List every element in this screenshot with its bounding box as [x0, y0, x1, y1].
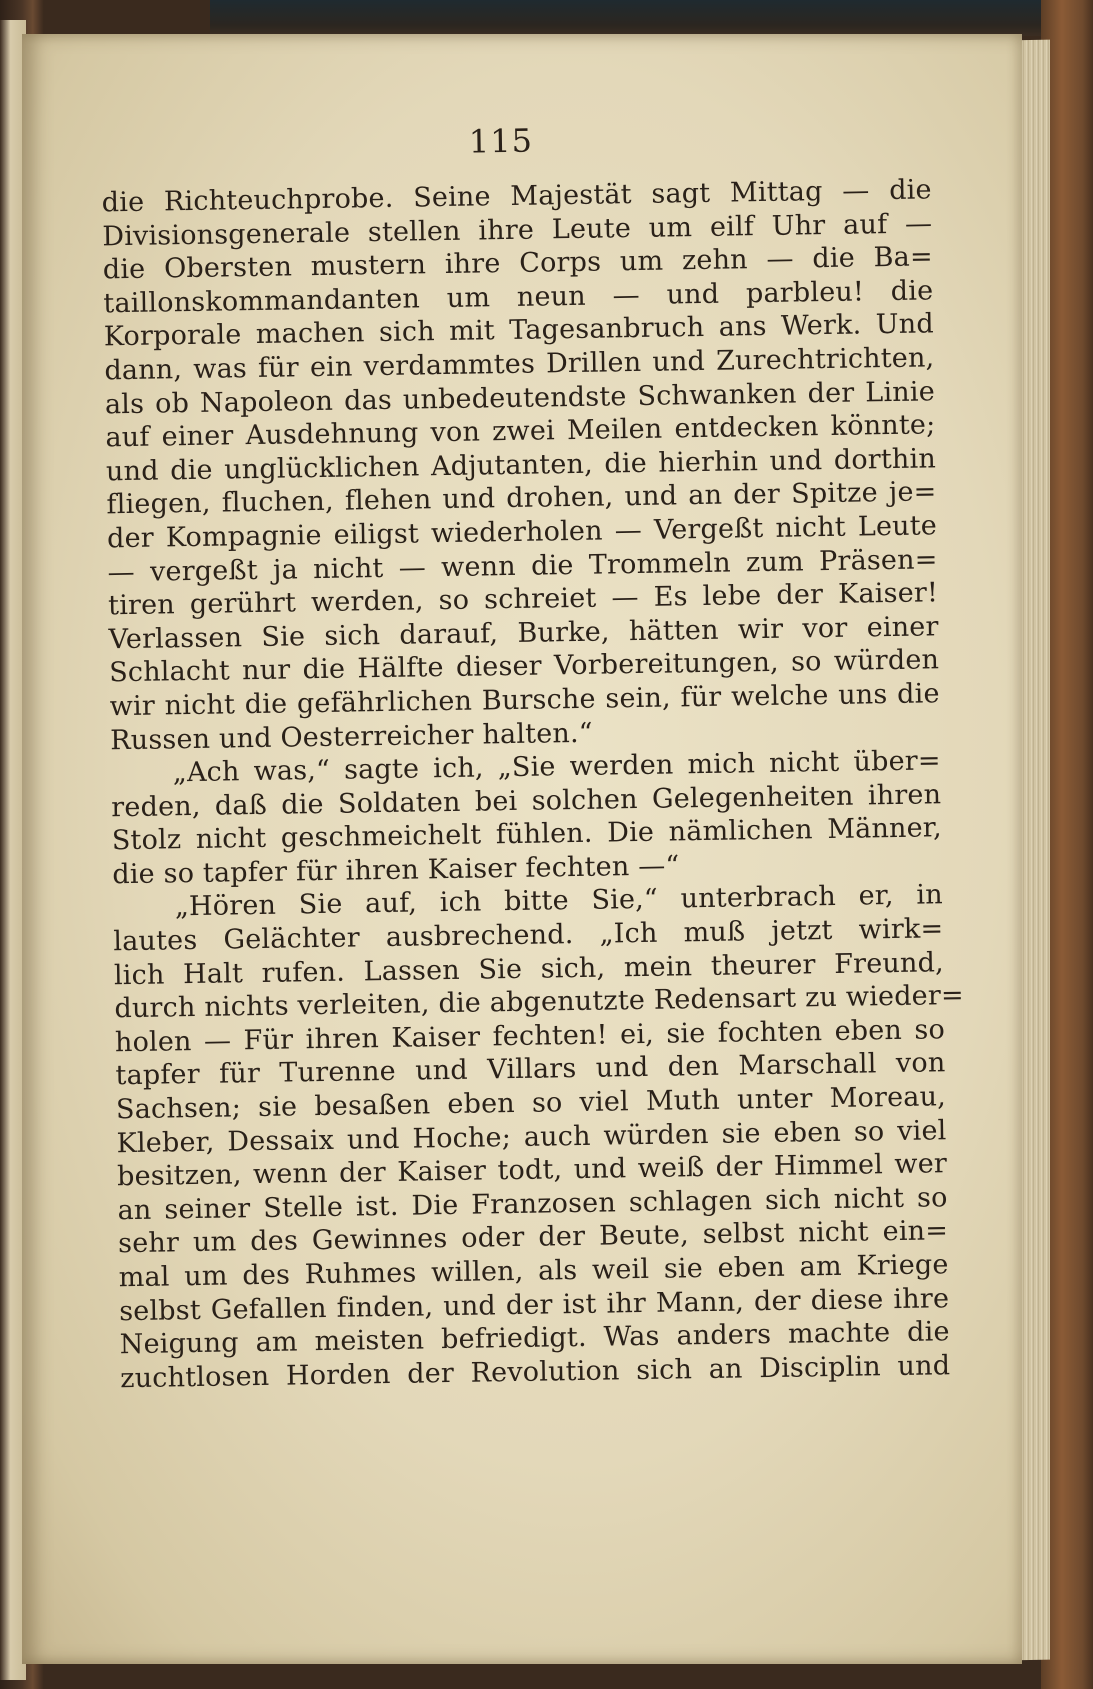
text-line: die Obersten mustern ihre Corps um zehn — die Ba=	[102, 241, 933, 286]
text-line: lich Halt rufen. Lassen Sie sich, mein theurer Freund,	[113, 946, 945, 991]
text-line: Korporale machen sich mit Tagesanbruch ans Werk. Und	[103, 308, 935, 353]
text-line: besitzen, wenn der Kaiser todt, und weiß der Himmel wer	[116, 1148, 948, 1193]
text-line: mal um des Ruhmes willen, als weil sie eben am Kriege	[118, 1249, 949, 1294]
text-line: Schlacht nur die Hälfte dieser Vorbereitungen, so würden	[108, 644, 940, 689]
text-line: lautes Gelächter ausbrechend. „Ich muß jetzt wirk=	[113, 913, 944, 958]
text-line: „Hören Sie auf, ich bitte Sie,“ unterbrach er, in	[174, 879, 944, 923]
book-page	[22, 34, 1022, 1664]
text-line: Sachsen; sie besaßen eben so viel Muth unter Moreau,	[115, 1081, 947, 1126]
text-line: holen — Für ihren Kaiser fechten! ei, sie fochten eben so	[114, 1014, 946, 1059]
text-line: wir nicht die gefährlichen Bursche sein, für welche uns die	[109, 678, 940, 723]
text-line: selbst Gefallen finden, und der ist ihr Mann, der diese ihre	[118, 1282, 950, 1327]
text-line: dann, was für ein verdammtes Drillen und Zurechtrichten,	[104, 342, 935, 387]
text-line: auf einer Ausdehnung von zwei Meilen entdecken könnte;	[105, 409, 936, 454]
book-cover-top	[210, 0, 1093, 36]
text-block	[69, 27, 965, 1670]
text-line: Kleber, Dessaix und Hoche; auch würden sie eben so viel	[116, 1114, 947, 1159]
text-line: Neigung am meisten befriedigt. Was anders machte die	[119, 1316, 950, 1361]
text-line: tapfer für Turenne und Villars und den Marschall von	[115, 1047, 946, 1092]
text-line: als ob Napoleon das unbedeutendste Schwanken der Linie	[104, 375, 936, 420]
text-line: an seiner Stelle ist. Die Franzosen schlagen sich nicht so	[117, 1182, 948, 1227]
text-line: die Richteuchprobe. Seine Majestät sagt Mittag — die	[101, 174, 932, 219]
text-line: taillonskommandanten um neun — und parbleu! die	[103, 275, 934, 320]
text-line: zuchtlosen Horden der Revolution sich an Disciplin und	[120, 1349, 951, 1394]
text-line: „Ach was,“ sagte ich, „Sie werden mich nicht über=	[172, 745, 941, 789]
text-line: Verlassen Sie sich darauf, Burke, hätten wir vor einer	[108, 610, 939, 656]
text-line: — vergeßt ja nicht — wenn die Trommeln zum Präsen=	[107, 543, 938, 588]
text-line: tiren gerührt werden, so schreiet — Es lebe der Kaiser!	[107, 577, 939, 622]
page-number: 115	[468, 121, 534, 161]
text-line: und die unglücklichen Adjutanten, die hierhin und dorthin	[105, 443, 937, 488]
text-line: Stolz nicht geschmeichelt fühlen. Die nämlichen Männer,	[111, 812, 942, 857]
text-line: Russen und Oesterreicher halten.“	[109, 717, 593, 756]
text-line: reden, daß die Soldaten bei solchen Gelegenheiten ihren	[111, 778, 942, 823]
text-line: durch nichts verleiten, die abgenutzte Redensart zu wieder=	[114, 980, 965, 1025]
text-line: sehr um des Gewinnes oder der Beute, selbst nicht ein=	[117, 1215, 949, 1260]
text-line: fliegen, fluchen, flehen und drohen, und an der Spitze je=	[106, 476, 937, 521]
body-text	[101, 173, 965, 1395]
text-line: Divisionsgenerale stellen ihre Leute um eilf Uhr auf —	[102, 207, 933, 252]
text-line: die so tapfer für ihren Kaiser fechten —“	[112, 850, 680, 891]
text-line: der Kompagnie eiligst wiederholen — Vergeßt nicht Leute	[106, 510, 938, 555]
